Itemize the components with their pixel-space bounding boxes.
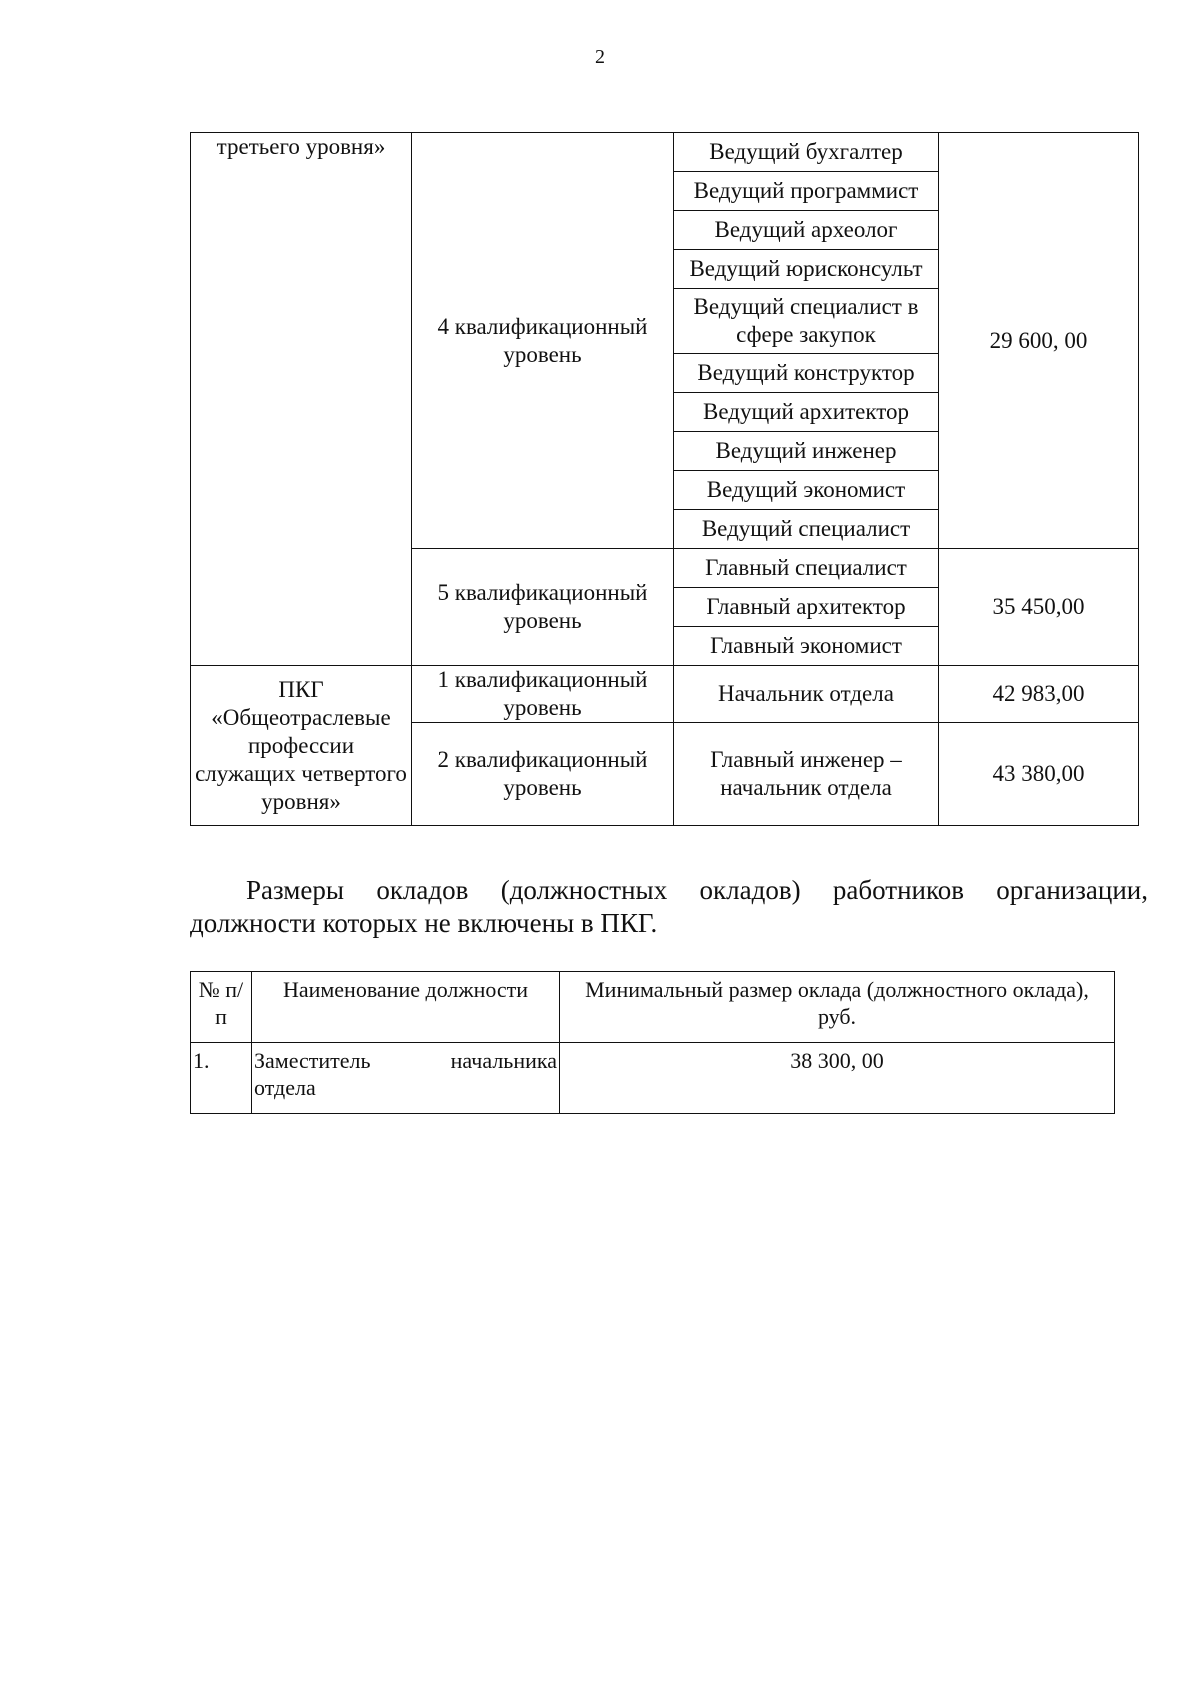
position-cell: Ведущий специалист в сфере закупок bbox=[674, 289, 939, 354]
level-2-label: 2 квалификационный уровень bbox=[412, 723, 674, 826]
level-2-salary: 43 380,00 bbox=[939, 723, 1139, 826]
table-row bbox=[191, 1043, 1115, 1114]
min-salary-value: 38 300, 00 bbox=[560, 1043, 1115, 1114]
position-cell: Ведущий археолог bbox=[674, 211, 939, 250]
group-label-third-level: третьего уровня» bbox=[191, 133, 412, 666]
body-paragraph: Размеры окладов (должностных окладов) работников организации, должности которых не включены в ПКГ. bbox=[190, 875, 1148, 938]
level-4-salary: 29 600, 00 bbox=[939, 133, 1139, 549]
level-1-salary: 42 983,00 bbox=[939, 666, 1139, 723]
position-cell: Главный инженер – начальник отдела bbox=[674, 723, 939, 826]
level-4-label: 4 квалификационный уровень bbox=[412, 133, 674, 549]
page-number: 2 bbox=[595, 46, 605, 68]
position-cell: Главный экономист bbox=[674, 627, 939, 666]
level-1-label: 1 квалификационный уровень bbox=[412, 666, 674, 723]
salary-table bbox=[190, 132, 1139, 826]
level-5-salary: 35 450,00 bbox=[939, 549, 1139, 666]
position-cell: Ведущий инженер bbox=[674, 432, 939, 471]
group-label-fourth-level: ПКГ «Общеотраслевые профессии служащих четвертого уровня» bbox=[191, 666, 412, 826]
position-cell: Ведущий бухгалтер bbox=[674, 133, 939, 172]
position-name-word: отдела bbox=[254, 1075, 316, 1100]
position-cell: Ведущий архитектор bbox=[674, 393, 939, 432]
column-header-min-salary: Минимальный размер оклада (должностного оклада), руб. bbox=[560, 972, 1115, 1043]
position-name-word: Заместитель bbox=[254, 1048, 371, 1073]
position-name-word: начальника bbox=[450, 1048, 557, 1073]
position-cell: Ведущий юрисконсульт bbox=[674, 250, 939, 289]
other-positions-table bbox=[190, 971, 1115, 1114]
position-cell: Ведущий специалист bbox=[674, 510, 939, 549]
position-cell: Ведущий конструктор bbox=[674, 354, 939, 393]
position-name bbox=[252, 1043, 560, 1114]
position-cell: Начальник отдела bbox=[674, 666, 939, 723]
position-cell: Главный специалист bbox=[674, 549, 939, 588]
position-cell: Ведущий программист bbox=[674, 172, 939, 211]
level-5-label: 5 квалификационный уровень bbox=[412, 549, 674, 666]
column-header-position-name: Наименование должности bbox=[252, 972, 560, 1043]
row-number: 1. bbox=[191, 1043, 252, 1114]
position-cell: Главный архитектор bbox=[674, 588, 939, 627]
column-header-number: № п/п bbox=[191, 972, 252, 1043]
position-cell: Ведущий экономист bbox=[674, 471, 939, 510]
